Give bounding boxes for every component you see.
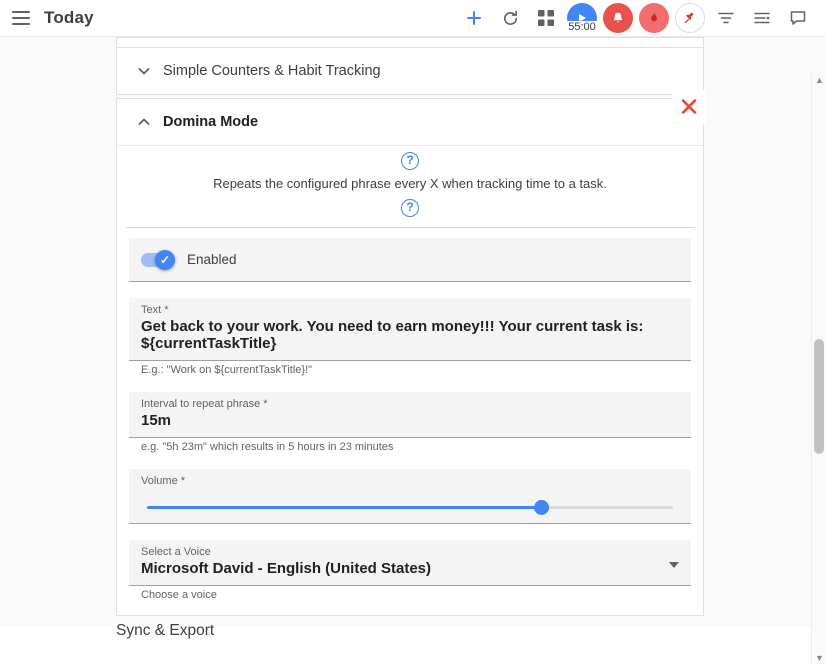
text-field-hint: E.g.: "Work on ${currentTaskTitle}!" — [141, 364, 313, 376]
volume-slider[interactable] — [141, 489, 679, 515]
chevron-down-icon[interactable] — [133, 60, 155, 82]
refresh-icon[interactable] — [495, 3, 525, 33]
panel-top-strip — [116, 37, 704, 47]
panel-header-domina-mode[interactable] — [117, 99, 703, 145]
list-icon[interactable] — [747, 3, 777, 33]
settings-content — [116, 37, 704, 616]
text-field[interactable] — [129, 298, 691, 361]
voice-select-label: Select a Voice — [141, 546, 211, 558]
panel-header-simple-counters[interactable] — [117, 48, 703, 94]
slider-fill — [147, 506, 542, 509]
help-icon[interactable]: ? — [401, 152, 419, 170]
help-row-bottom — [117, 193, 703, 219]
enabled-toggle[interactable] — [141, 253, 175, 267]
page-body — [0, 37, 825, 663]
chevron-down-icon[interactable] — [669, 562, 679, 568]
slider-thumb[interactable] — [534, 500, 549, 515]
scrollbar-thumb[interactable] — [814, 339, 824, 454]
play-timer-button[interactable] — [567, 3, 597, 33]
pin-button[interactable] — [675, 3, 705, 33]
fire-icon[interactable] — [639, 3, 669, 33]
chevron-up-icon[interactable] — [133, 111, 155, 133]
voice-select-value[interactable]: Microsoft David - English (United States) — [141, 560, 432, 577]
text-field-label: Text * — [141, 304, 169, 316]
vertical-scrollbar[interactable] — [811, 74, 825, 664]
interval-field-label: Interval to repeat phrase * — [141, 398, 268, 410]
panel-title-domina-mode: Domina Mode — [163, 114, 259, 130]
domina-mode-fields — [117, 228, 703, 601]
close-icon[interactable]: ✕ — [672, 90, 706, 124]
panel-title-simple-counters: Simple Counters & Habit Tracking — [163, 63, 381, 79]
scroll-up-icon[interactable]: ▲ — [815, 75, 824, 85]
spacer — [129, 282, 691, 298]
hamburger-menu-icon[interactable] — [12, 11, 30, 25]
text-field-value[interactable]: Get back to your work. You need to earn money!!! Your current task is: ${currentTaskTitle} — [141, 318, 644, 352]
section-title-sync-export: Sync & Export — [116, 622, 215, 639]
domina-mode-body — [117, 145, 703, 615]
spacer — [129, 453, 691, 469]
grid-icon[interactable] — [531, 3, 561, 33]
enabled-toggle-row[interactable] — [129, 238, 691, 282]
scroll-down-icon[interactable]: ▼ — [815, 653, 824, 663]
chat-icon[interactable] — [783, 3, 813, 33]
interval-field-value[interactable]: 15m — [141, 412, 172, 429]
voice-select-hint: Choose a voice — [141, 589, 217, 601]
top-toolbar — [0, 0, 825, 37]
toggle-knob-check-icon: ✓ — [155, 250, 175, 270]
voice-select-field[interactable] — [129, 540, 691, 586]
help-icon-secondary[interactable]: ? — [401, 199, 419, 217]
volume-field-label: Volume * — [141, 475, 186, 487]
alarm-icon[interactable] — [603, 3, 633, 33]
fire-button[interactable] — [639, 3, 669, 33]
timer-value: 55:00 — [568, 21, 596, 33]
interval-field-hint: e.g. "5h 23m" which results in 5 hours in 23 minutes — [141, 441, 394, 453]
spacer — [129, 376, 691, 392]
panel-domina-mode — [116, 98, 704, 616]
volume-field[interactable] — [129, 469, 691, 524]
alarm-button[interactable] — [603, 3, 633, 33]
enabled-label: Enabled — [187, 252, 237, 267]
pin-icon[interactable] — [675, 3, 705, 33]
page-title: Today — [44, 8, 94, 27]
add-icon[interactable] — [459, 3, 489, 33]
help-row-top — [117, 146, 703, 172]
spacer — [129, 524, 691, 540]
interval-field[interactable] — [129, 392, 691, 438]
panel-simple-counters — [116, 47, 704, 95]
filter-icon[interactable] — [711, 3, 741, 33]
domina-mode-description: Repeats the configured phrase every X when tracking time to a task. — [213, 176, 607, 191]
